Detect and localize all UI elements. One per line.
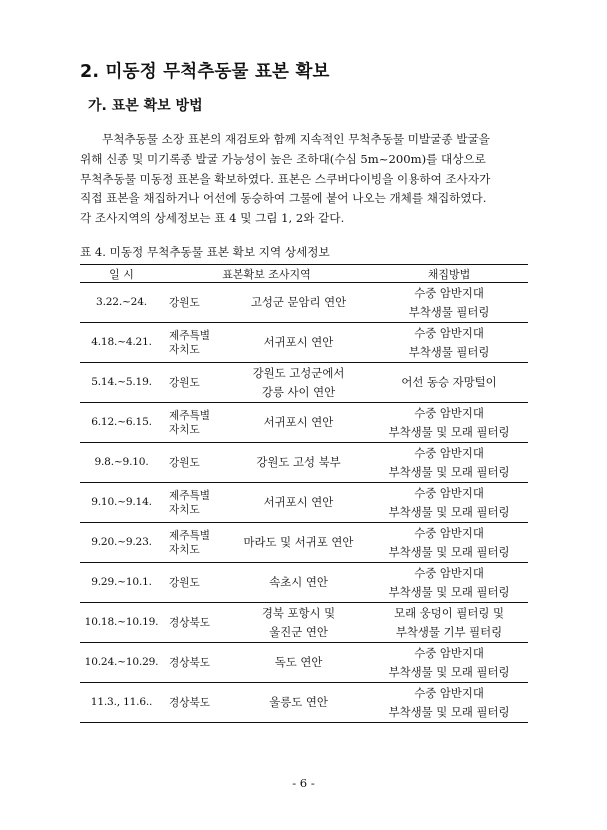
- cell-place: [227, 483, 370, 523]
- section-title: 2. 미동정 무척추동물 표본 확보: [80, 62, 330, 82]
- cell-place: [227, 643, 370, 683]
- cell-method-line: 부착생물 및 모래 필터링: [388, 424, 510, 439]
- cell-method-line: 모래 웅덩이 필터링 및: [394, 605, 504, 620]
- cell-region-line: 제주특별: [169, 329, 210, 342]
- cell-method: [370, 563, 528, 603]
- cell-place-line: 경북 포항시 및: [261, 605, 336, 620]
- cell-method-line: 부착생물 필터링: [408, 304, 490, 319]
- cell-date: 9.29.~10.1.: [80, 563, 163, 603]
- cell-date: 9.10.~9.14.: [80, 483, 163, 523]
- cell-region-line: 경상북도: [169, 616, 210, 629]
- cell-method-line: 수중 암반지대: [414, 285, 484, 300]
- table-row: [80, 523, 528, 563]
- cell-region: [163, 283, 227, 323]
- cell-method-line: 수중 암반지대: [414, 485, 484, 500]
- cell-method: [370, 483, 528, 523]
- cell-date: 4.18.~4.21.: [80, 323, 163, 363]
- cell-region: [163, 323, 227, 363]
- table-row: [80, 283, 528, 323]
- cell-region-line: 자치도: [169, 343, 200, 356]
- cell-method: [370, 643, 528, 683]
- survey-region-table: [80, 264, 528, 723]
- cell-place-line: 강릉 사이 연안: [261, 384, 336, 399]
- table-row: [80, 483, 528, 523]
- cell-place: [227, 363, 370, 403]
- cell-place-line: 울진군 연안: [269, 624, 328, 639]
- cell-method-line: 수중 암반지대: [414, 565, 484, 580]
- cell-region-line: 강원도: [169, 376, 200, 389]
- cell-region-line: 제주특별: [169, 489, 210, 502]
- cell-region-line: 자치도: [169, 423, 200, 436]
- cell-region-line: 경상북도: [169, 696, 210, 709]
- cell-place-line: 서귀포시 연안: [263, 415, 334, 429]
- paragraph-line: 위해 신종 및 미기록종 발굴 가능성이 높은 조하대(수심 5m~200m)를 대상으로: [80, 151, 486, 166]
- cell-place-line: 마라도 및 서귀포 연안: [243, 535, 354, 549]
- table-row: [80, 363, 528, 403]
- cell-method: [370, 323, 528, 363]
- cell-place-line: 속초시 연안: [269, 575, 328, 589]
- cell-place: [227, 443, 370, 483]
- cell-place-line: 울릉도 연안: [269, 695, 328, 709]
- cell-method: [370, 283, 528, 323]
- cell-method-line: 수중 암반지대: [414, 685, 484, 700]
- cell-method-line: 수중 암반지대: [414, 525, 484, 540]
- cell-method-line: 수중 암반지대: [414, 405, 484, 420]
- cell-region: [163, 563, 227, 603]
- cell-method-line: 부착생물 및 모래 필터링: [388, 704, 510, 719]
- header-date: 일 시: [80, 265, 163, 283]
- cell-region-line: 자치도: [169, 543, 200, 556]
- cell-place: [227, 603, 370, 643]
- cell-region-line: 강원도: [169, 456, 200, 469]
- table-row: [80, 563, 528, 603]
- cell-region: [163, 483, 227, 523]
- cell-place-line: 서귀포시 연안: [263, 495, 334, 509]
- cell-method-line: 부착생물 기부 필터링: [395, 624, 503, 639]
- table-row: [80, 403, 528, 443]
- cell-region: [163, 643, 227, 683]
- cell-method: [370, 403, 528, 443]
- body-paragraph: [80, 130, 530, 229]
- cell-method-line: 부착생물 및 모래 필터링: [388, 544, 510, 559]
- paragraph-line: 무척추동물 소장 표본의 재검토와 함께 지속적인 무척추동물 미발굴종 발굴을: [102, 132, 490, 146]
- paragraph-line: 무척추동물 미동정 표본을 확보하였다. 표본은 스쿠버다이빙을 이용하여 조사자가: [80, 171, 491, 186]
- cell-region: [163, 443, 227, 483]
- cell-method: [370, 443, 528, 483]
- cell-method-line: 부착생물 및 모래 필터링: [388, 584, 510, 599]
- cell-place-line: 서귀포시 연안: [263, 335, 334, 349]
- table-row: [80, 323, 528, 363]
- cell-method: [370, 683, 528, 723]
- cell-method-line: 어선 동승 자망털이: [401, 375, 497, 389]
- table-caption: 표 4. 미동정 무척추동물 표본 확보 지역 상세정보: [80, 245, 330, 259]
- cell-method-line: 부착생물 필터링: [408, 344, 490, 359]
- cell-place: [227, 563, 370, 603]
- cell-method-line: 부착생물 및 모래 필터링: [388, 464, 510, 479]
- cell-method-line: 수중 암반지대: [414, 445, 484, 460]
- cell-region-line: 경상북도: [169, 656, 210, 669]
- cell-place-line: 고성군 문암리 연안: [250, 295, 347, 309]
- subsection-title: 가. 표본 확보 방법: [88, 98, 203, 114]
- cell-method: [370, 603, 528, 643]
- cell-place-line: 강원도 고성 북부: [256, 455, 341, 469]
- table-row: [80, 683, 528, 723]
- cell-date: 6.12.~6.15.: [80, 403, 163, 443]
- cell-method-line: 부착생물 및 모래 필터링: [388, 664, 510, 679]
- paragraph-line: 각 조사지역의 상세정보는 표 4 및 그림 1, 2와 같다.: [80, 211, 345, 226]
- cell-region: [163, 403, 227, 443]
- page-number: - 6 -: [292, 776, 315, 790]
- cell-place: [227, 523, 370, 563]
- table-row: [80, 643, 528, 683]
- header-method: 채집방법: [370, 265, 528, 283]
- cell-date: 3.22.~24.: [80, 283, 163, 323]
- cell-region: [163, 363, 227, 403]
- cell-region: [163, 523, 227, 563]
- table-row: [80, 603, 528, 643]
- cell-place: [227, 403, 370, 443]
- cell-region: [163, 603, 227, 643]
- cell-place: [227, 323, 370, 363]
- cell-region-line: 제주특별: [169, 409, 210, 422]
- cell-region: [163, 683, 227, 723]
- cell-date: 10.18.~10.19.: [80, 603, 163, 643]
- table-row: [80, 443, 528, 483]
- cell-date: 5.14.~5.19.: [80, 363, 163, 403]
- paragraph-line: 직접 표본을 채집하거나 어선에 동승하여 그물에 붙어 나오는 개체를 채집하였다.: [80, 191, 487, 206]
- cell-region-line: 강원도: [169, 576, 200, 589]
- cell-date: 10.24.~10.29.: [80, 643, 163, 683]
- cell-place: [227, 683, 370, 723]
- cell-method-line: 부착생물 및 모래 필터링: [388, 504, 510, 519]
- cell-method: [370, 363, 528, 403]
- cell-method: [370, 523, 528, 563]
- cell-place-line: 강원도 고성군에서: [252, 365, 345, 380]
- header-region: 표본확보 조사지역: [163, 265, 370, 283]
- cell-region-line: 강원도: [169, 296, 200, 309]
- cell-date: 11.3., 11.6..: [80, 683, 163, 723]
- cell-place-line: 독도 연안: [274, 655, 323, 669]
- cell-place: [227, 283, 370, 323]
- cell-region-line: 제주특별: [169, 529, 210, 542]
- cell-region-line: 자치도: [169, 503, 200, 516]
- cell-date: 9.20.~9.23.: [80, 523, 163, 563]
- table-header-row: [80, 265, 528, 283]
- cell-method-line: 수중 암반지대: [414, 325, 484, 340]
- cell-method-line: 수중 암반지대: [414, 645, 484, 660]
- cell-date: 9.8.~9.10.: [80, 443, 163, 483]
